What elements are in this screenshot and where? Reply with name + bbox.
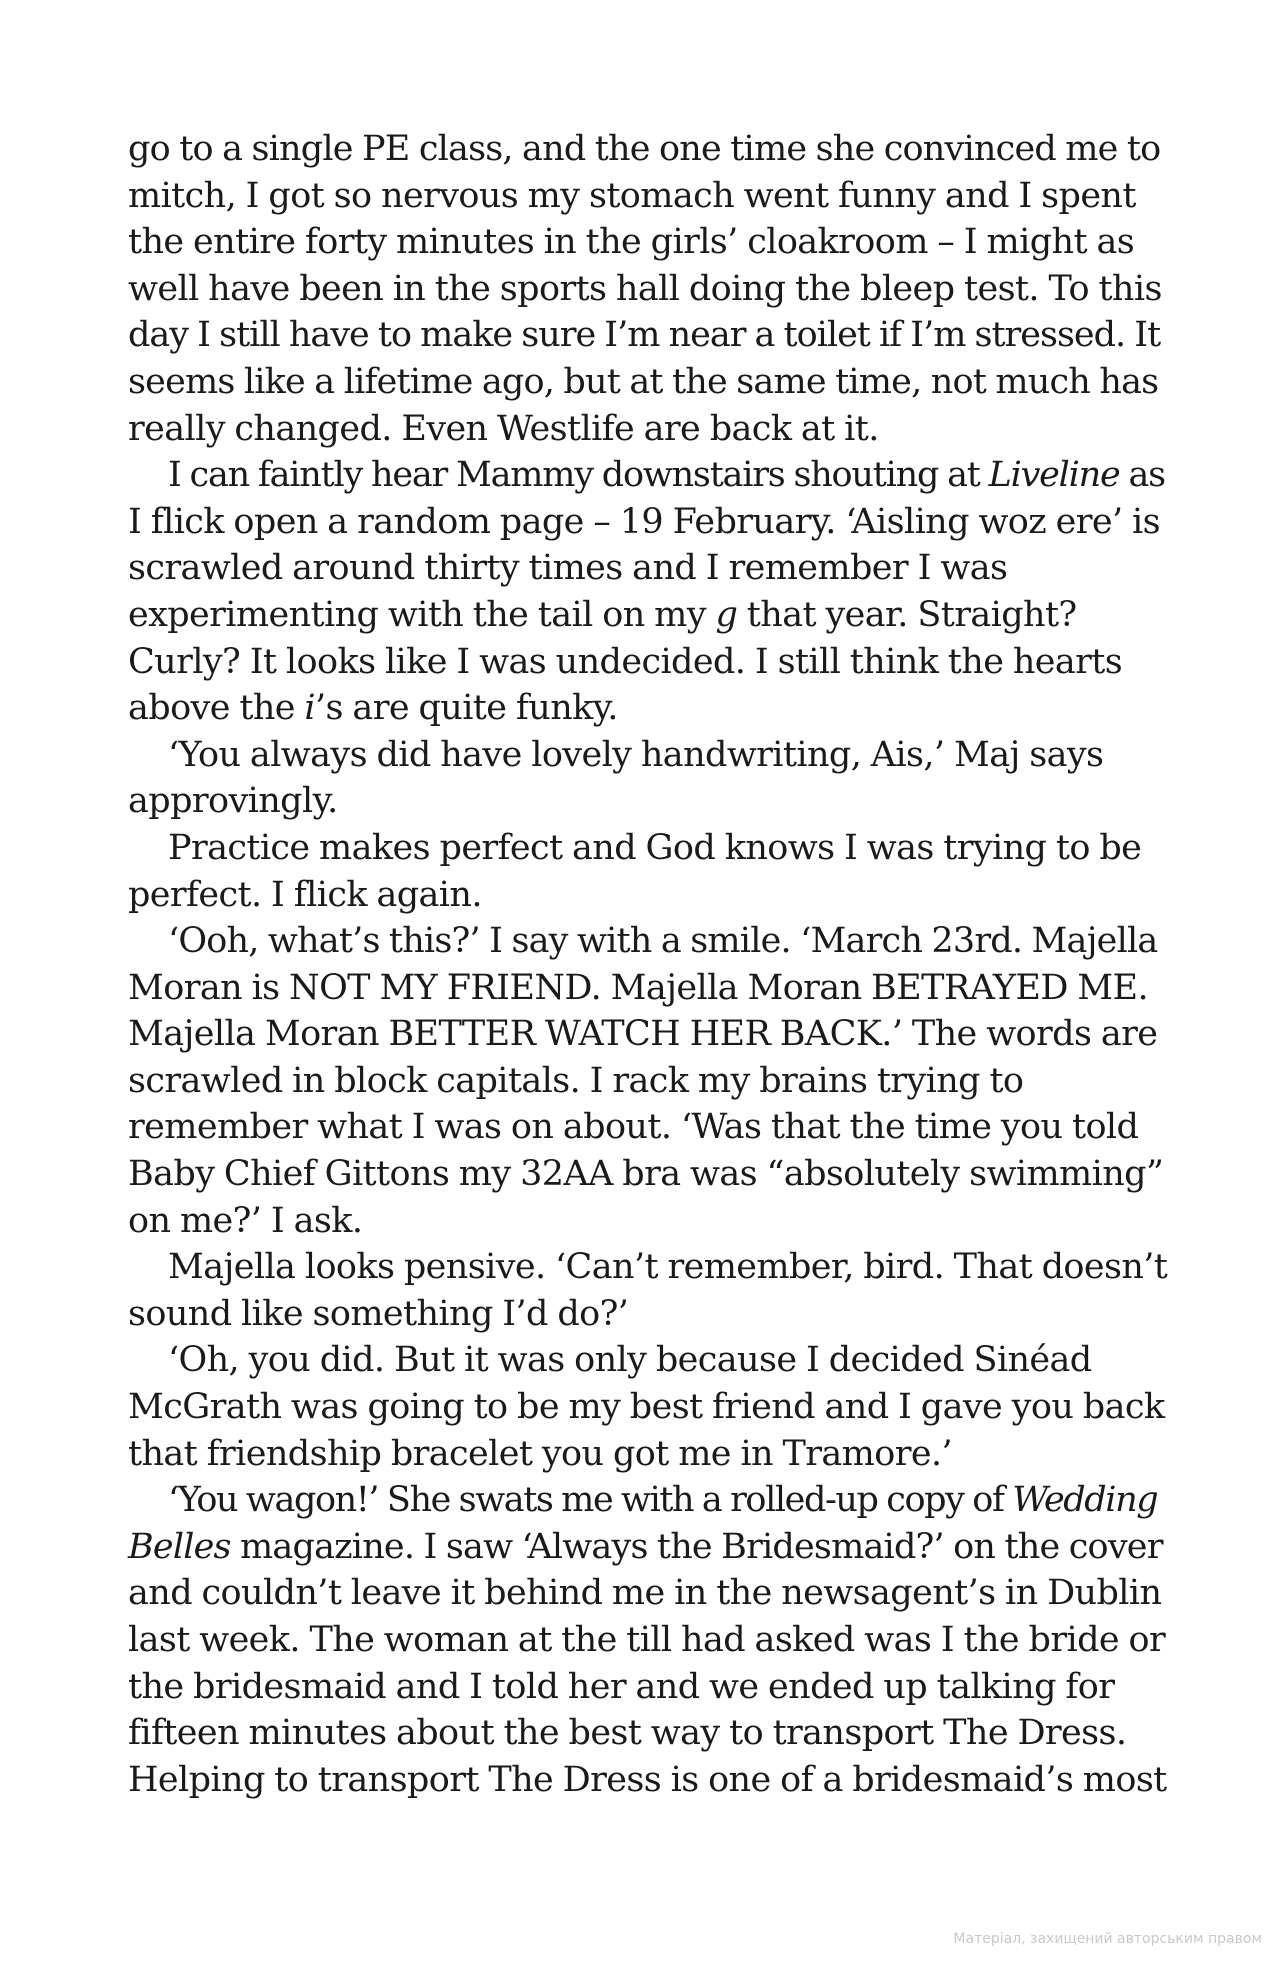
text-line: ‘You always did have lovely handwriting, Ais,’ Maj says: [168, 734, 1104, 775]
text-line: I flick open a random page – 19 February. ‘Aisling woz ere’ is: [128, 501, 1161, 542]
text-fragment: ‘You wagon!’ She swats me with a rolled-up copy of: [168, 1480, 1013, 1521]
text-line: ‘Oh, you did. But it was only because I decided Sinéad: [168, 1340, 1092, 1381]
text-line: fifteen minutes about the best way to transport The Dress.: [128, 1713, 1127, 1754]
text-line: mitch, I got so nervous my stomach went funny and I spent: [128, 175, 1136, 216]
book-page-text: [128, 126, 1168, 1803]
italic-title-wedding: Wedding: [1012, 1480, 1158, 1521]
text-line: the entire forty minutes in the girls’ cloakroom – I might as: [128, 222, 1135, 263]
text-line: really changed. Even Westlife are back at it.: [128, 408, 879, 449]
copyright-watermark: Матеріал, захищений авторським правом: [953, 1931, 1262, 1947]
text-line: on me?’ I ask.: [128, 1200, 363, 1241]
text-line: ‘Ooh, what’s this?’ I say with a smile. ‘March 23rd. Majella: [168, 921, 1158, 962]
text-line: scrawled around thirty times and I remember I was: [128, 548, 1008, 589]
text-line: [128, 592, 1168, 639]
text-line: approvingly.: [128, 781, 338, 822]
text-fragment: experimenting with the tail on my: [128, 594, 716, 635]
text-line: remember what I was on about. ‘Was that the time you told: [128, 1107, 1139, 1148]
text-line: [128, 1524, 1168, 1571]
text-fragment: ’s are quite funky.: [315, 688, 618, 729]
text-line: and couldn’t leave it behind me in the newsagent’s in Dublin: [128, 1573, 1162, 1614]
text-fragment: I can faintly hear Mammy downstairs shouting at: [168, 455, 989, 496]
text-line: Baby Chief Gittons my 32AA bra was “absolutely swimming”: [128, 1154, 1164, 1195]
text-line: scrawled in block capitals. I rack my brains trying to: [128, 1060, 1024, 1101]
text-line: seems like a lifetime ago, but at the same time, not much has: [128, 361, 1159, 402]
text-line: the bridesmaid and I told her and we ended up talking for: [128, 1666, 1115, 1707]
text-line: Moran is NOT MY FRIEND. Majella Moran BETRAYED ME.: [128, 967, 1149, 1008]
italic-letter-i: i: [304, 688, 316, 729]
text-line: [128, 452, 1168, 499]
text-line: day I still have to make sure I’m near a toilet if I’m stressed. It: [128, 315, 1161, 356]
text-line: [128, 1477, 1168, 1524]
text-line: Practice makes perfect and God knows I was trying to be: [168, 827, 1142, 868]
text-line: perfect. I flick again.: [128, 874, 482, 915]
text-fragment: above the: [128, 688, 305, 729]
text-line: Majella looks pensive. ‘Can’t remember, bird. That doesn’t: [168, 1247, 1168, 1288]
text-line: sound like something I’d do?’: [128, 1293, 629, 1334]
text-line: last week. The woman at the till had asked was I the bride or: [128, 1620, 1166, 1660]
text-line: [128, 685, 1168, 732]
text-line: go to a single PE class, and the one time she convinced me to: [128, 129, 1161, 169]
text-line: that friendship bracelet you got me in Tramore.’: [128, 1433, 953, 1474]
italic-title-liveline: Liveline: [988, 455, 1120, 496]
italic-letter-g: g: [715, 594, 738, 635]
text-line: Helping to transport The Dress is one of a bridesmaid’s most: [128, 1759, 1167, 1800]
text-line: Majella Moran BETTER WATCH HER BACK.’ The words are: [128, 1014, 1158, 1055]
text-line: McGrath was going to be my best friend and I gave you back: [128, 1387, 1165, 1428]
text-fragment: that year. Straight?: [737, 594, 1077, 635]
text-fragment: magazine. I saw ‘Always the Bridesmaid?’ on the cover: [230, 1526, 1163, 1567]
text-line: well have been in the sports hall doing the bleep test. To this: [128, 268, 1162, 309]
text-line: Curly? It looks like I was undecided. I still think the hearts: [128, 641, 1123, 682]
italic-title-belles: Belles: [128, 1526, 231, 1567]
text-fragment: as: [1119, 455, 1165, 496]
